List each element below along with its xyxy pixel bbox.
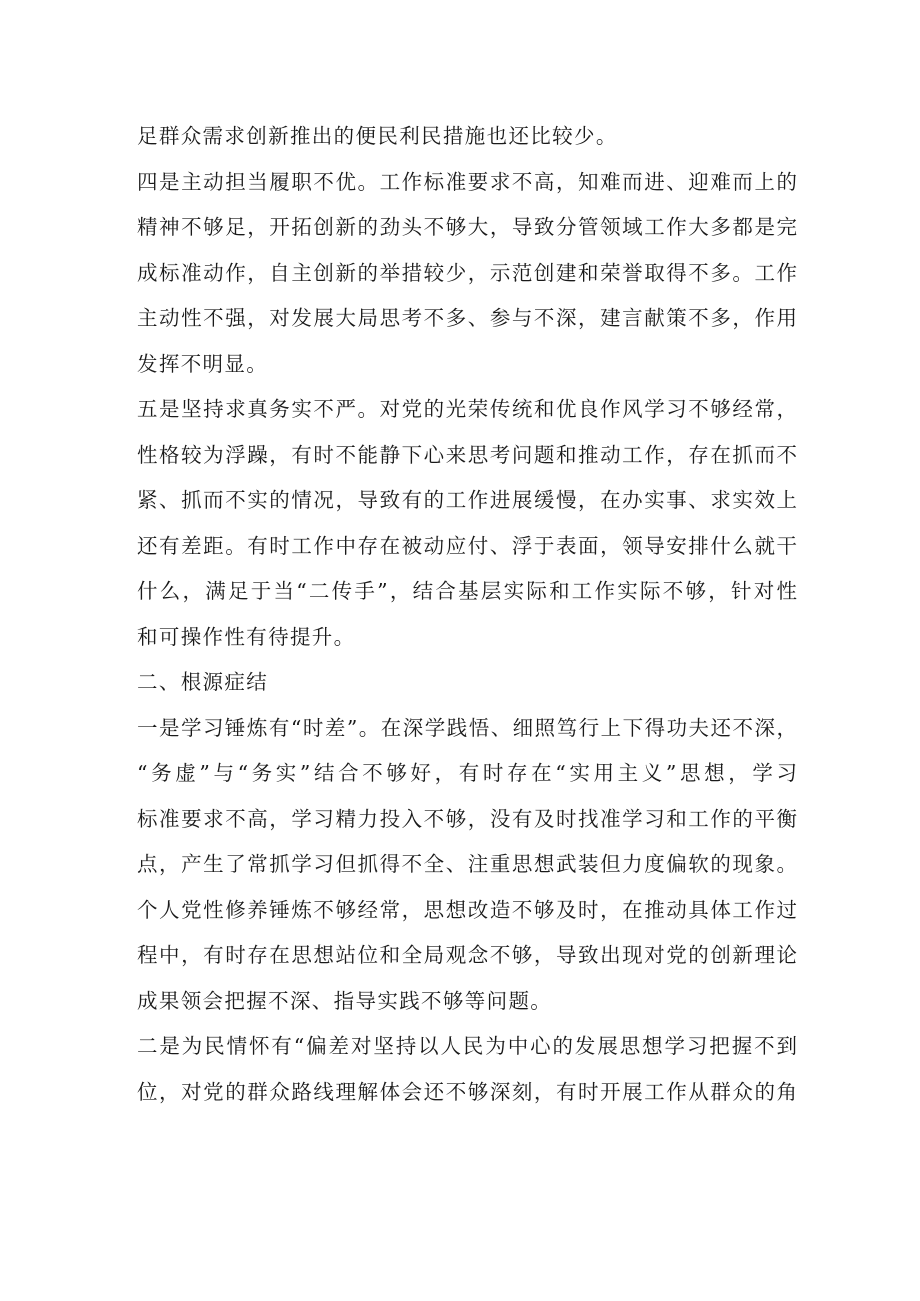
- text-line: 还有差距。有时工作中存在被动应付、浮于表面，领导安排什么就干: [137, 533, 797, 558]
- text-line: 标准要求不高，学习精力投入不够，没有及时找准学习和工作的平衡: [137, 806, 797, 831]
- text-line: 点，产生了常抓学习但抓得不全、注重思想武装但力度偏软的现象。: [137, 852, 797, 876]
- text-line: 二是为民情怀有“偏差对坚持以人民为中心的发展思想学习把握不到: [137, 1034, 797, 1058]
- text-line: 足群众需求创新推出的便民利民措施也还比较少。: [137, 124, 618, 148]
- section-heading: 二、根源症结: [137, 670, 269, 694]
- text-line: 和可操作性有待提升。: [137, 624, 356, 649]
- text-line: 紧、抓而不实的情况，导致有的工作进展缓慢，在办实事、求实效上: [137, 488, 797, 512]
- text-line: 精神不够足，开拓创新的劲头不够大，导致分管领域工作大多都是完: [137, 215, 797, 239]
- text-line: 个人党性修养锤炼不够经常，思想改造不够及时，在推动具体工作过: [137, 897, 797, 922]
- text-line: 五是坚持求真务实不严。对党的光荣传统和优良作风学习不够经常，: [137, 397, 797, 421]
- text-line: 什么，满足于当“二传手”，结合基层实际和工作实际不够，针对性: [137, 579, 797, 603]
- text-line: 四是主动担当履职不优。工作标准要求不高，知难而进、迎难而上的: [137, 169, 797, 194]
- document-body: [137, 114, 797, 1115]
- text-line: 发挥不明显。: [137, 351, 269, 376]
- text-line: “务虚”与“务实”结合不够好，有时存在“实用主义”思想，学习: [137, 761, 797, 785]
- text-line: 位，对党的群众路线理解体会还不够深刻，有时开展工作从群众的角: [137, 1079, 797, 1104]
- text-line: 程中，有时存在思想站位和全局观念不够，导致出现对党的创新理论: [137, 943, 797, 967]
- text-line: 性格较为浮躁，有时不能静下心来思考问题和推动工作，存在抓而不: [137, 442, 797, 467]
- text-line: 成标准动作，自主创新的举措较少，示范创建和荣誉取得不多。工作: [137, 260, 797, 285]
- text-line: 一是学习锤炼有“时差”。在深学践悟、细照笃行上下得功夫还不深，: [137, 715, 797, 740]
- text-line: 主动性不强，对发展大局思考不多、参与不深，建言献策不多，作用: [137, 306, 797, 330]
- text-line: 成果领会把握不深、指导实践不够等问题。: [137, 988, 553, 1013]
